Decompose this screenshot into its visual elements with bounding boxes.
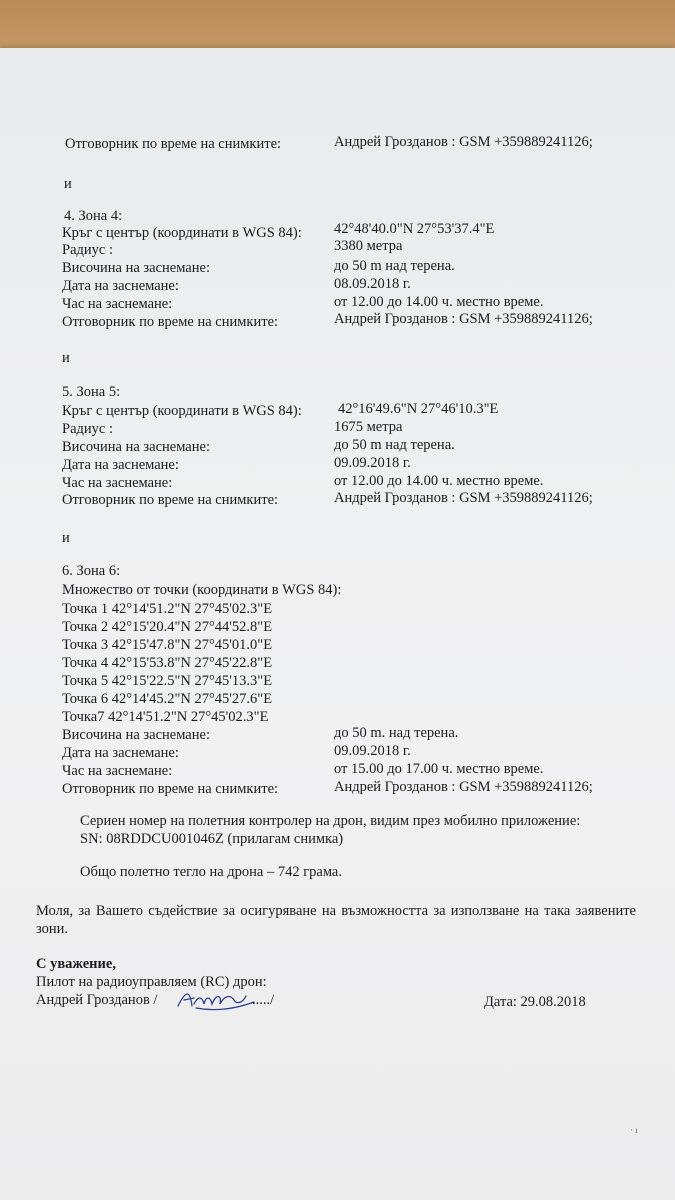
date-line: Дата: 29.08.2018 bbox=[484, 994, 586, 1010]
zone6-point: Точка7 42°14'51.2"N 27°45'02.3"E bbox=[62, 709, 269, 725]
signature-icon bbox=[176, 986, 256, 1014]
zone4-circle-value: 42°48'40.0"N 27°53'37.4"E bbox=[334, 221, 495, 237]
zone6-altitude-value: до 50 m. над терена. bbox=[334, 725, 459, 741]
zone4-date-label: Дата на заснемане: bbox=[62, 278, 179, 294]
zone4-time-label: Час на заснемане: bbox=[62, 296, 173, 312]
signature-tail: ...../ bbox=[252, 992, 275, 1008]
zone4-circle-label: Кръг с център (координати в WGS 84): bbox=[62, 225, 302, 241]
zone5-heading: 5. Зона 5: bbox=[62, 384, 121, 400]
zone4-date-value: 08.09.2018 г. bbox=[334, 276, 411, 292]
document-page bbox=[0, 48, 675, 1200]
zone5-time-label: Час на заснемане: bbox=[62, 475, 173, 491]
zone6-heading: 6. Зона 6: bbox=[62, 563, 121, 579]
zone6-point: Точка 2 42°15'20.4"N 27°44'52.8"E bbox=[62, 619, 273, 635]
zone6-time-value: от 15.00 до 17.00 ч. местно време. bbox=[334, 761, 544, 777]
zone6-point: Точка 4 42°15'53.8"N 27°45'22.8"E bbox=[62, 655, 273, 671]
zone5-altitude-label: Височина на заснемане: bbox=[62, 439, 210, 455]
serial-line-2: SN: 08RDDCU001046Z (прилагам снимка) bbox=[80, 831, 344, 847]
zone6-responsible-value: Андрей Грозданов : GSM +359889241126; bbox=[334, 779, 593, 795]
zone6-point: Точка 5 42°15'22.5"N 27°45'13.3"E bbox=[62, 673, 273, 689]
zone4-radius-value: 3380 метра bbox=[334, 238, 403, 254]
zone3-responsible-value: Андрей Грозданов : GSM +359889241126; bbox=[334, 134, 593, 150]
conjunction: и bbox=[62, 530, 70, 546]
zone6-date-value: 09.09.2018 г. bbox=[334, 743, 411, 759]
pilot-name: Андрей Грозданов / bbox=[36, 992, 158, 1008]
zone6-responsible-label: Отговорник по време на снимките: bbox=[62, 781, 279, 797]
zone6-time-label: Час на заснемане: bbox=[62, 763, 173, 779]
closing-paragraph: Моля, за Вашето съдействие за осигуряване на възможността за използване на така заявените зони. bbox=[36, 903, 636, 937]
zone4-altitude-value: до 50 m над терена. bbox=[334, 258, 455, 274]
corner-mark: · ı bbox=[630, 1125, 638, 1135]
zone6-point: Точка 6 42°14'45.2"N 27°45'27.6"E bbox=[62, 691, 273, 707]
pilot-label: Пилот на радиоуправляем (RC) дрон: bbox=[36, 974, 267, 990]
zone6-point: Точка 3 42°15'47.8"N 27°45'01.0"E bbox=[62, 637, 273, 653]
zone6-altitude-label: Височина на заснемане: bbox=[62, 727, 210, 743]
zone5-responsible-value: Андрей Грозданов : GSM +359889241126; bbox=[334, 490, 593, 506]
zone5-time-value: от 12.00 до 14.00 ч. местно време. bbox=[334, 473, 544, 489]
zone4-radius-label: Радиус : bbox=[62, 242, 113, 258]
zone3-responsible-label: Отговорник по време на снимките: bbox=[65, 136, 282, 152]
conjunction: и bbox=[62, 350, 70, 366]
zone4-altitude-label: Височина на заснемане: bbox=[62, 260, 210, 276]
zone5-radius-value: 1675 метра bbox=[334, 419, 403, 435]
conjunction: и bbox=[64, 176, 72, 192]
regards: С уважение, bbox=[36, 956, 116, 972]
zone5-date-label: Дата на заснемане: bbox=[62, 457, 179, 473]
zone6-points-label: Множество от точки (координати в WGS 84): bbox=[62, 582, 342, 598]
zone5-altitude-value: до 50 m над терена. bbox=[334, 437, 455, 453]
zone5-responsible-label: Отговорник по време на снимките: bbox=[62, 492, 279, 508]
zone4-responsible-label: Отговорник по време на снимките: bbox=[62, 314, 279, 330]
zone5-date-value: 09.09.2018 г. bbox=[334, 455, 411, 471]
weight-line: Общо полетно тегло на дрона – 742 грама. bbox=[80, 864, 342, 880]
zone4-responsible-value: Андрей Грозданов : GSM +359889241126; bbox=[334, 311, 593, 327]
zone5-radius-label: Радиус : bbox=[62, 421, 113, 437]
zone6-point: Точка 1 42°14'51.2"N 27°45'02.3"E bbox=[62, 601, 273, 617]
zone5-circle-value: 42°16'49.6"N 27°46'10.3"E bbox=[338, 401, 499, 417]
zone5-circle-label: Кръг с център (координати в WGS 84): bbox=[62, 403, 302, 419]
zone6-date-label: Дата на заснемане: bbox=[62, 745, 179, 761]
zone4-heading: 4. Зона 4: bbox=[64, 208, 123, 224]
zone4-time-value: от 12.00 до 14.00 ч. местно време. bbox=[334, 294, 544, 310]
serial-line-1: Сериен номер на полетния контролер на дрон, видим през мобилно приложение: bbox=[80, 813, 581, 829]
